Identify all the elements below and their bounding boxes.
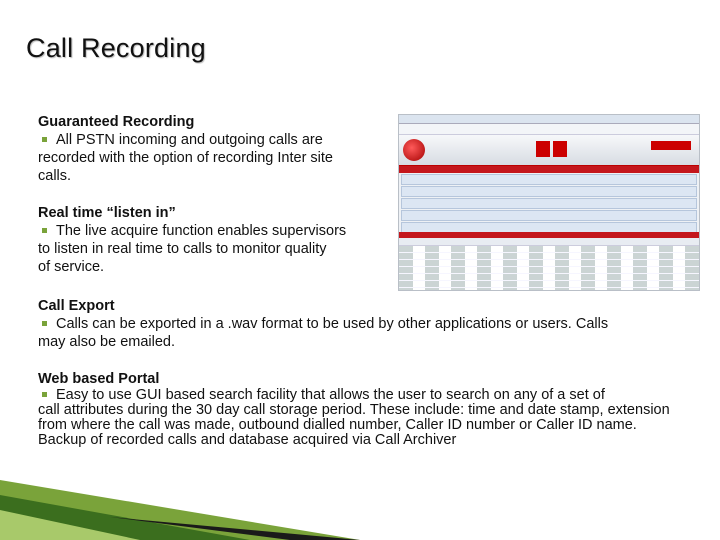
body-line: from where the call was made, outbound dialled number, Caller ID number or Caller ID name.: [38, 417, 637, 433]
body-line: of service.: [38, 259, 105, 275]
bullet-text: Easy to use GUI based search facility that allows the user to search on any of a set of: [56, 387, 605, 403]
section-heading: Web based Portal: [38, 371, 160, 387]
body-line: call attributes during the 30 day call storage period. These include: time and date stamp, extension: [38, 402, 670, 418]
app-screenshot-image: [398, 114, 700, 291]
pause-icon: [553, 141, 567, 157]
bullet-line: [38, 222, 378, 240]
play-icon: [536, 141, 550, 157]
section-heading: Call Export: [38, 298, 115, 314]
bullet-icon: [42, 392, 47, 397]
body-line: may also be emailed.: [38, 334, 176, 350]
body-line: to listen in real time to calls to monitor quality: [38, 241, 327, 257]
body-line: recorded with the option of recording Inter site: [38, 150, 333, 166]
bullet-line: [38, 131, 358, 149]
body-line: Backup of recorded calls and database acquired via Call Archiver: [38, 432, 457, 448]
body-line: calls.: [38, 168, 72, 184]
record-icon: [403, 139, 425, 161]
section-heading: Guaranteed Recording: [38, 114, 195, 130]
bullet-text: Calls can be exported in a .wav format to be used by other applications or users. Calls: [56, 316, 609, 332]
bullet-line: [38, 315, 658, 333]
bullet-icon: [42, 321, 47, 326]
bullet-icon: [42, 137, 47, 142]
section-heading: Real time “listen in”: [38, 205, 176, 221]
section-guaranteed-recording: [38, 113, 358, 185]
bullet-text: All PSTN incoming and outgoing calls are: [56, 132, 323, 148]
bullet-text: The live acquire function enables supervisors: [56, 223, 347, 239]
page-title: Call Recording: [26, 33, 206, 63]
decorative-stripes: [0, 425, 720, 540]
bullet-line: [38, 388, 708, 403]
section-call-export: [38, 297, 658, 351]
logo: [651, 141, 691, 150]
section-listen-in: [38, 204, 378, 276]
bullet-icon: [42, 228, 47, 233]
